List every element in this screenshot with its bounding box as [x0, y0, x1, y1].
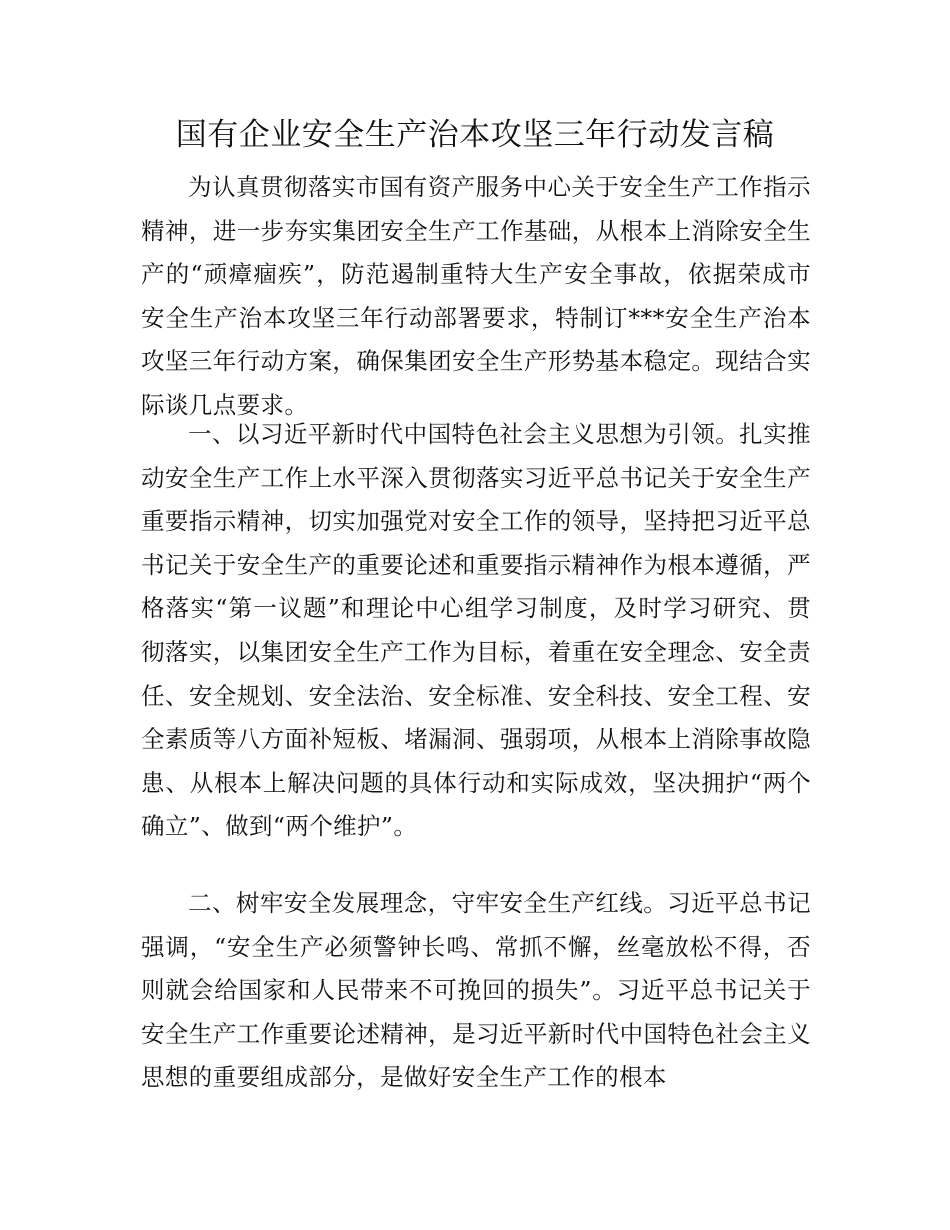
document-title: 国有企业安全生产治本攻坚三年行动发言稿 [175, 117, 775, 153]
paragraph-intro: 为认真贯彻落实市国有资产服务中心关于安全生产工作指示精神，进一步夯实集团安全生产工作基础，从根本上消除安全生产的“顽瘴痼疾”，防范遏制重特大生产安全事故，依据荣成市安全生产治本攻坚三年行动部署要求，特制订***安全生产治本攻坚三年行动方案，确保集团安全生产形势基本稳定。现结合实际谈几点要求。 [141, 173, 811, 419]
paragraph-section-one: 一、以习近平新时代中国特色社会主义思想为引领。扎实推动安全生产工作上水平深入贯彻落实习近平总书记关于安全生产重要指示精神，切实加强党对安全工作的领导，坚持把习近平总书记关于安全生产的重要论述和重要指示精神作为根本遵循，严格落实“第一议题”和理论中心组学习制度，及时学习研究、贯彻落实，以集团安全生产工作为目标，着重在安全理念、安全责任、安全规划、安全法治、安全标准、安全科技、安全工程、安全素质等八方面补短板、堵漏洞、强弱项，从根本上消除事故隐患、从根本上解决问题的具体行动和实际成效，坚决拥护“两个确立”、做到“两个维护”。 [141, 420, 811, 841]
paragraph-section-two: 二、树牢安全发展理念，守牢安全生产红线。习近平总书记强调，“安全生产必须警钟长鸣、常抓不懈，丝毫放松不得，否则就会给国家和人民带来不可挽回的损失”。习近平总书记关于安全生产工作重要论述精神，是习近平新时代中国特色社会主义思想的重要组成部分，是做好安全生产工作的根本 [141, 889, 811, 1092]
